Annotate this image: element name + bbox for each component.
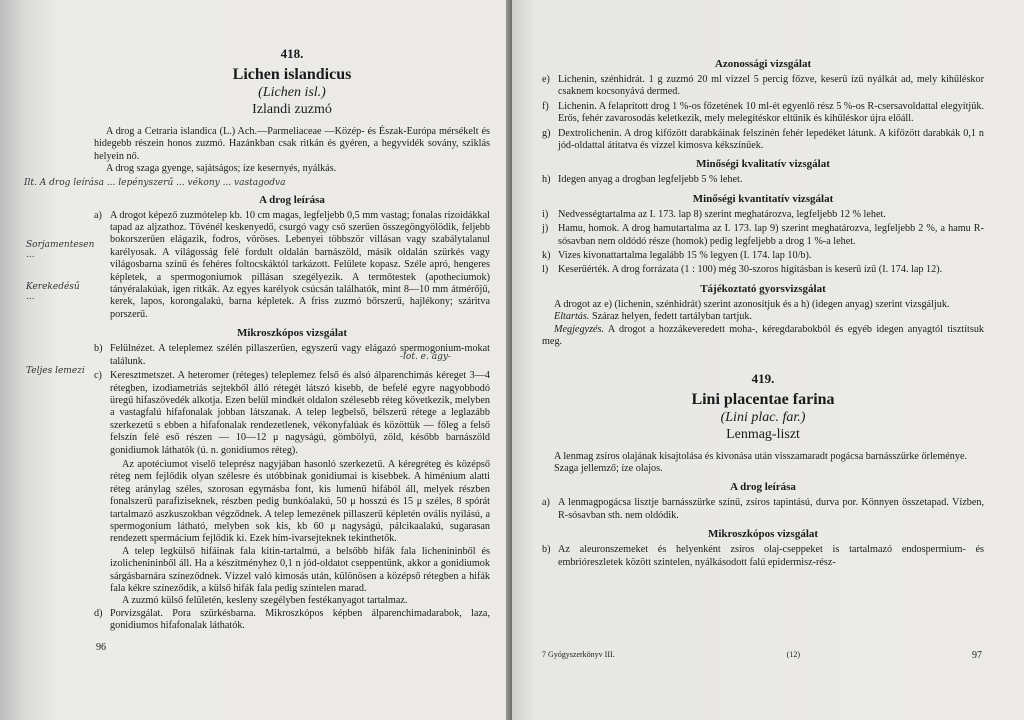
- item-label: j): [542, 223, 549, 235]
- page-number-left: 96: [96, 642, 106, 653]
- section-heading-microscopic: Mikroszkópos vizsgálat: [236, 327, 348, 340]
- storage-paragraph: [542, 311, 984, 323]
- note-label: Megjegyzés.: [554, 323, 605, 335]
- list-item: [542, 128, 984, 153]
- item-label: i): [542, 208, 549, 220]
- section-heading-quality: Minőségi kvalitatív vizsgálat: [696, 158, 830, 171]
- item-label: b): [542, 544, 551, 556]
- list-item: [94, 370, 490, 457]
- latin-name: (Lichen isl.): [258, 85, 326, 100]
- paragraph: A telep legkülső hifáinak fala kitin-tartalmú, a belsőbb hifák fala lichenininből és izolichenininből áll. Ha a készítményhez 0,1 n jód-oldatot cseppentünk, akkor a gonidiumok sárgásbarnára színeződnek. Vízzel való kimosás után, különösen a középső rétegben a hifák fala kékre színeződik, a külső hifák fala pedig színtelen marad.: [110, 545, 490, 594]
- item-text: Keserűérték. A drog forrázata (1 : 100) még 30-szoros hígításban is keserű ízű (I. 174. lap 12).: [558, 264, 943, 276]
- paragraph: A drogot az e) (lichenin, szénhidrát) szerint azonosítjuk és a h) (idegen anyag) szerint vizsgáljuk.: [554, 298, 950, 310]
- item-label: c): [94, 370, 102, 382]
- handwritten-insert: -lot. e. ágy-: [400, 352, 451, 362]
- list-item: [542, 209, 984, 221]
- handwritten-margin-note: Teljes lemezi: [26, 366, 85, 376]
- item-text: Dextrolichenin. A drog kifőzött darabkáinak felszínén fehér lepedéket látunk. A kifőzött darabkák 0,1 n jód-oldattal átitatva és vízzel kimosva kékszínűek.: [558, 127, 984, 152]
- item-label: g): [542, 127, 551, 139]
- paragraph: A lenmag zsíros olajának kisajtolása és kivonása után visszamaradt pogácsa barnásszürke őrleménye.: [554, 450, 968, 462]
- item-label: a): [542, 497, 550, 509]
- item-label: a): [94, 209, 102, 221]
- item-label: k): [542, 250, 551, 262]
- list-item: [542, 74, 984, 99]
- item-text: Hamu, homok. A drog hamutartalma az I. 173. lap 9) szerint meghatározva, legfeljebb 2 %, a hamu R-sósavban nem oldódó része (homok) pedig legfeljebb a drog 1 %-a lehet.: [558, 223, 984, 247]
- section-heading-quantity: Minőségi kvantitatív vizsgálat: [692, 192, 834, 205]
- footer-right: [542, 650, 982, 661]
- item-text: Az aleuronszemeket és helyenként zsíros olaj-cseppeket is tartalmazó endospermium- és embrióreszletek között szintelen, nyálkásodott falú epidermisz-rész-: [558, 544, 984, 568]
- hungarian-name: Izlandi zuzmó: [252, 102, 332, 117]
- list-item: [542, 174, 984, 186]
- item-label: h): [542, 174, 551, 186]
- section-heading-description: A drog leírása: [730, 481, 796, 494]
- note-text: A drogot a hozzákeveredett moha-, kéregdarabokból és egyéb idegen anyagtól tisztítsuk meg.: [542, 323, 985, 348]
- list-item: [542, 264, 984, 276]
- list-item: [94, 608, 490, 633]
- paragraph: A zuzmó külső felületén, kesleny szegélyben festékanyagot tartalmaz.: [122, 595, 408, 607]
- item-label: d): [94, 607, 103, 619]
- handwritten-margin-note: Kerekedésű ...: [26, 282, 80, 302]
- item-text: A lenmagpogácsa lisztje barnásszürke színű, zsíros tapintású, durva por. Könnyen összetapad. Vízben, R-sósavban sth. nem oldódik.: [558, 497, 984, 521]
- section-heading-microscopic: Mikroszkópos vizsgálat: [707, 528, 819, 541]
- list-item: [542, 544, 984, 569]
- item-text: Porvizsgálat. Pora szürkésbarna. Mikroszkópos képben álparenchimadarabok, laza, gonidiumos hifafonalak láthatók.: [110, 607, 490, 632]
- right-page: [512, 0, 1024, 720]
- paragraph: Szaga jellemző; íze olajos.: [554, 462, 663, 474]
- item-text: Vizes kivonattartalma legalább 15 % legyen (I. 174. lap 10/b).: [558, 250, 812, 262]
- intro-paragraph: A drog szaga gyenge, sajátságos; íze kesernyés, nyálkás.: [106, 163, 337, 175]
- item-text: Lichenin. A felaprított drog 1 %-os főzetének 10 ml-ét egyenlő rész 5 %-os R-csersavoldattal elegyítjük. Erős, fehér zavarosodás keletkezik, mely melegítéskor eltűnik és kihűléskor újra előáll.: [558, 100, 984, 125]
- list-item: [542, 497, 984, 522]
- storage-label: Eltartás.: [554, 311, 590, 323]
- item-label: e): [542, 74, 550, 85]
- item-label: l): [542, 264, 549, 276]
- item-text: Lichenin, szénhidrát. 1 g zuzmó 20 ml vízzel 5 percig főzve, keserű ízű nyálkát ad, mely kihűléskor csaknem kocsonyává dermed.: [558, 74, 984, 98]
- list-item: [94, 210, 490, 322]
- page-number-right: 97: [971, 650, 982, 661]
- article-number: 419.: [751, 370, 775, 386]
- item-text: Idegen anyag a drogban legfeljebb 5 % lehet.: [558, 174, 743, 186]
- item-text: Nedvességtartalma az I. 173. lap 8) szerint meghatározva, legfeljebb 12 % lehet.: [558, 208, 886, 220]
- section-heading-rapid: Tájékoztató gyorsvizsgálat: [700, 282, 826, 295]
- identity-list: [542, 74, 984, 152]
- hungarian-name: Lenmag-liszt: [726, 426, 800, 442]
- intro-paragraph: A drog a Cetraria islandica (L.) Ach.—Parmeliaceae —Közép- és Észak-Európa mérsékelt és hidegebb részein honos zuzmó. Hazánkban csak ritkán és gyéren, a hegyvidék sovány, sziklás helyein nő.: [94, 126, 490, 162]
- item-text: Keresztmetszet. A heteromer (réteges) teleplemez felső és alsó álparenchimás kéreget 3—4 rétegben, izodiametriás sejtekből álló rétegét látszó kisebb, de befelé egyre nagyobbodó üregű hifaszövedék alkotja. Ezen belül mindkét oldalon szélesebb réteg következik, melyben a vastagfalú hifafonalak jobban látszanak. A telep legbelső, bélszerű rétege a leglazább szerkezetű s ebben a hifafonalak rendezetlenek, vékonyfalúak és közöttük — főleg a felső felszín felé eső részen — 10—12 μ nagyságú, gömbölyű, zöld, később barnászöld gonidiumok láthatók (ú. n. gonidiumos réteg).: [110, 370, 490, 456]
- handwritten-margin-note: Sorjamentesen ...: [26, 240, 95, 260]
- section-heading-description: A drog leírása: [259, 193, 325, 206]
- paragraph: Az apotéciumot viselő teleprész nagyjában hasonló szerkezetű. A kéregréteg és középső réteg nem fejlődik olyan szélesre és utóbbinak gonidiumai is kisebbek. A himénium alatti réteg aránylag széles, szorosan egymásba font, kis lumenű hifából áll, melyek részben fonalszerű parafiziseknek, részben pedig bunkóalakú, 50 μ hosszú és 15 μ széles, 8 spórát tartalmazó aszkuszokban végződnek. A telep lemezének pillaszerű képletén ovális nyílású, a spermogonium látható, melyben sok kis, kb 60 μ nagyságú, pálcikaalakú, sugarasan rendezett spermácium fejlődik ki. Ezek hím-ivarsejteknek tekinthetők.: [110, 458, 490, 545]
- latin-name: (Lini plac. far.): [720, 409, 806, 425]
- list-item: [542, 223, 984, 248]
- note-paragraph: [542, 324, 984, 349]
- article-title: Lichen islandicus: [232, 66, 352, 83]
- article-title: Lini placentae farina: [691, 390, 835, 408]
- section-heading-identity: Azonossági vizsgálat: [714, 58, 812, 70]
- list-item: [542, 250, 984, 262]
- storage-text: Száraz helyen, fedett tartályban tartjuk.: [591, 311, 753, 323]
- list-item: [542, 101, 984, 126]
- item-label: b): [94, 343, 103, 355]
- item-text: Felülnézet. A teleplemez szélén pillaszerűen, egyszerű vagy elágazó spermogonium-mokat találunk.: [110, 343, 490, 367]
- item-text: A drogot képező zuzmótelep kb. 10 cm magas, legfeljebb 0,5 mm vastag; fonalas rizoidákkal tapad az aljzathoz. Tövénél keskenyedő, csurgó vagy cső szerűen összegöngyölödik, feljebb bokorszerűen elágazik, fodros, vöröses. Lebenyei többször villásan vagy szabálytalanul karélyosak. A világosság felé fordult oldalán barnászöld, másik oldalán szürkés vagy világosbarna színű és fehéres foltocskáktól tarkázott. Felülete kopasz. Széle apró, hengeres képletek, a spermogoniumok pillásan szegélyezik. A termőtestek (apotheciumok) tányéralakúak, igen ritkák. Az egyes karélyok csúcsán találhatók, mint 8—10 mm átmérőjű, kerek, lapos, korongalakú, barna képletek. A friss zuzmó bőrszerű, hajlékony; száritva porszerű.: [110, 209, 490, 320]
- footer-signature: (12): [786, 650, 800, 659]
- item-label: f): [542, 100, 549, 112]
- quantity-list: [542, 209, 984, 277]
- footer-book-title: 7 Gyógyszerkönyv III.: [542, 650, 615, 659]
- article-number: 418.: [280, 46, 304, 61]
- handwritten-note: Ilt. A drog leírása ... lepényszerű ... vékony ... vastagodva: [24, 177, 286, 188]
- quality-list: [542, 174, 984, 186]
